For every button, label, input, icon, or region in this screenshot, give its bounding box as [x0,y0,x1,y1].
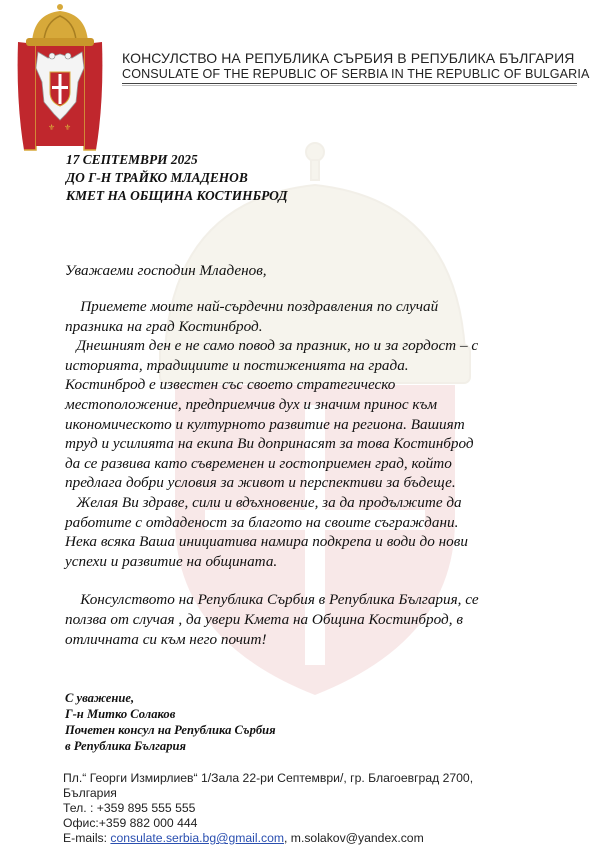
body-line: Консулството на Република Сърбия в Република България, се [80,591,479,609]
closing: С уважение, [65,691,135,705]
letter-date: 17 СЕПТЕМВРИ 2025 [66,152,198,167]
serbia-coat-of-arms-icon [14,2,106,154]
body-line: отличната си към него почит! [65,630,267,648]
email-separator: , [284,831,291,845]
letter-body [65,297,585,649]
svg-text:⚜: ⚜ [64,123,72,132]
body-line: Нека всяка Ваша инициатива намира подкрепа и води до нови [65,533,468,551]
consulate-name-en: CONSULATE OF THE REPUBLIC OF SERBIA IN THE REPUBLIC OF BULGARIA [122,67,590,81]
email-solakov: m.solakov@yandex.com [290,831,424,845]
signer-country: в Република България [65,739,186,753]
body-line: Приемете моите най-сърдечни поздравления по случай [80,298,439,315]
body-line: празника на град Костинброд. [65,317,263,335]
emails-label: E-mails: [63,831,111,845]
signer-role: Почетен консул на Република Сърбия [65,723,276,737]
recipient-name: ДО Г-Н ТРАЙКО МЛАДЕНОВ [66,170,248,185]
body-line: икономическото и културното развитие на региона. Вашият [65,415,465,433]
salutation: Уважаеми господин Младенов, [65,262,267,279]
header-rule [122,83,577,84]
address-country: България [63,786,117,800]
svg-text:⚜: ⚜ [48,123,56,132]
body-line: Желая Ви здраве, сили и вдъхновение, за да продължите да [76,493,462,511]
office-phone: Офис:+359 882 000 444 [63,816,198,830]
contact-footer [63,771,473,846]
body-line: историята, традициите и постиженията на града. [65,356,409,374]
recipient-block [66,151,288,205]
body-line: да се развива като съвременен и гостоприемен град, който [65,454,452,472]
body-line: труд и усилията на екипа Ви допринасят за това Костинброд [65,435,474,453]
emails-line [63,831,473,846]
letterhead [122,50,590,86]
address-line: Пл.“ Георги Измирлиев“ 1/Зала 22-ри Септември/, гр. Благоевград 2700, [63,771,474,785]
body-line: Костинброд е известен със своето стратегическо [65,376,396,394]
body-line: успехи и развитие на общината. [65,552,278,570]
signature-block [65,690,276,754]
paragraph-gap [65,571,585,590]
body-line: ползва от случая , да увери Кмета на Община Костинброд, в [65,610,463,628]
phone-number: Тел. : +359 895 555 555 [63,801,196,815]
email-link-consulate[interactable]: consulate.serbia.bg@gmail.com [110,831,285,845]
body-line: Днешният ден е не само повод за празник, но и за гордост – с [76,337,479,355]
body-line: предлага добри условия за живот и перспективи за бъдеще. [65,474,456,492]
header-rule-secondary [122,85,577,86]
recipient-title: КМЕТ НА ОБЩИНА КОСТИНБРОД [66,188,288,203]
signer-name: Г-н Митко Солаков [65,707,176,721]
body-line: работите с отдаденост за благото на своите съграждани. [65,513,459,531]
consulate-name-bg: КОНСУЛСТВО НА РЕПУБЛИКА СЪРБИЯ В РЕПУБЛИКА БЪЛГАРИЯ [122,50,575,66]
body-line: местоположение, предприемчив дух и значим принос към [65,395,438,413]
